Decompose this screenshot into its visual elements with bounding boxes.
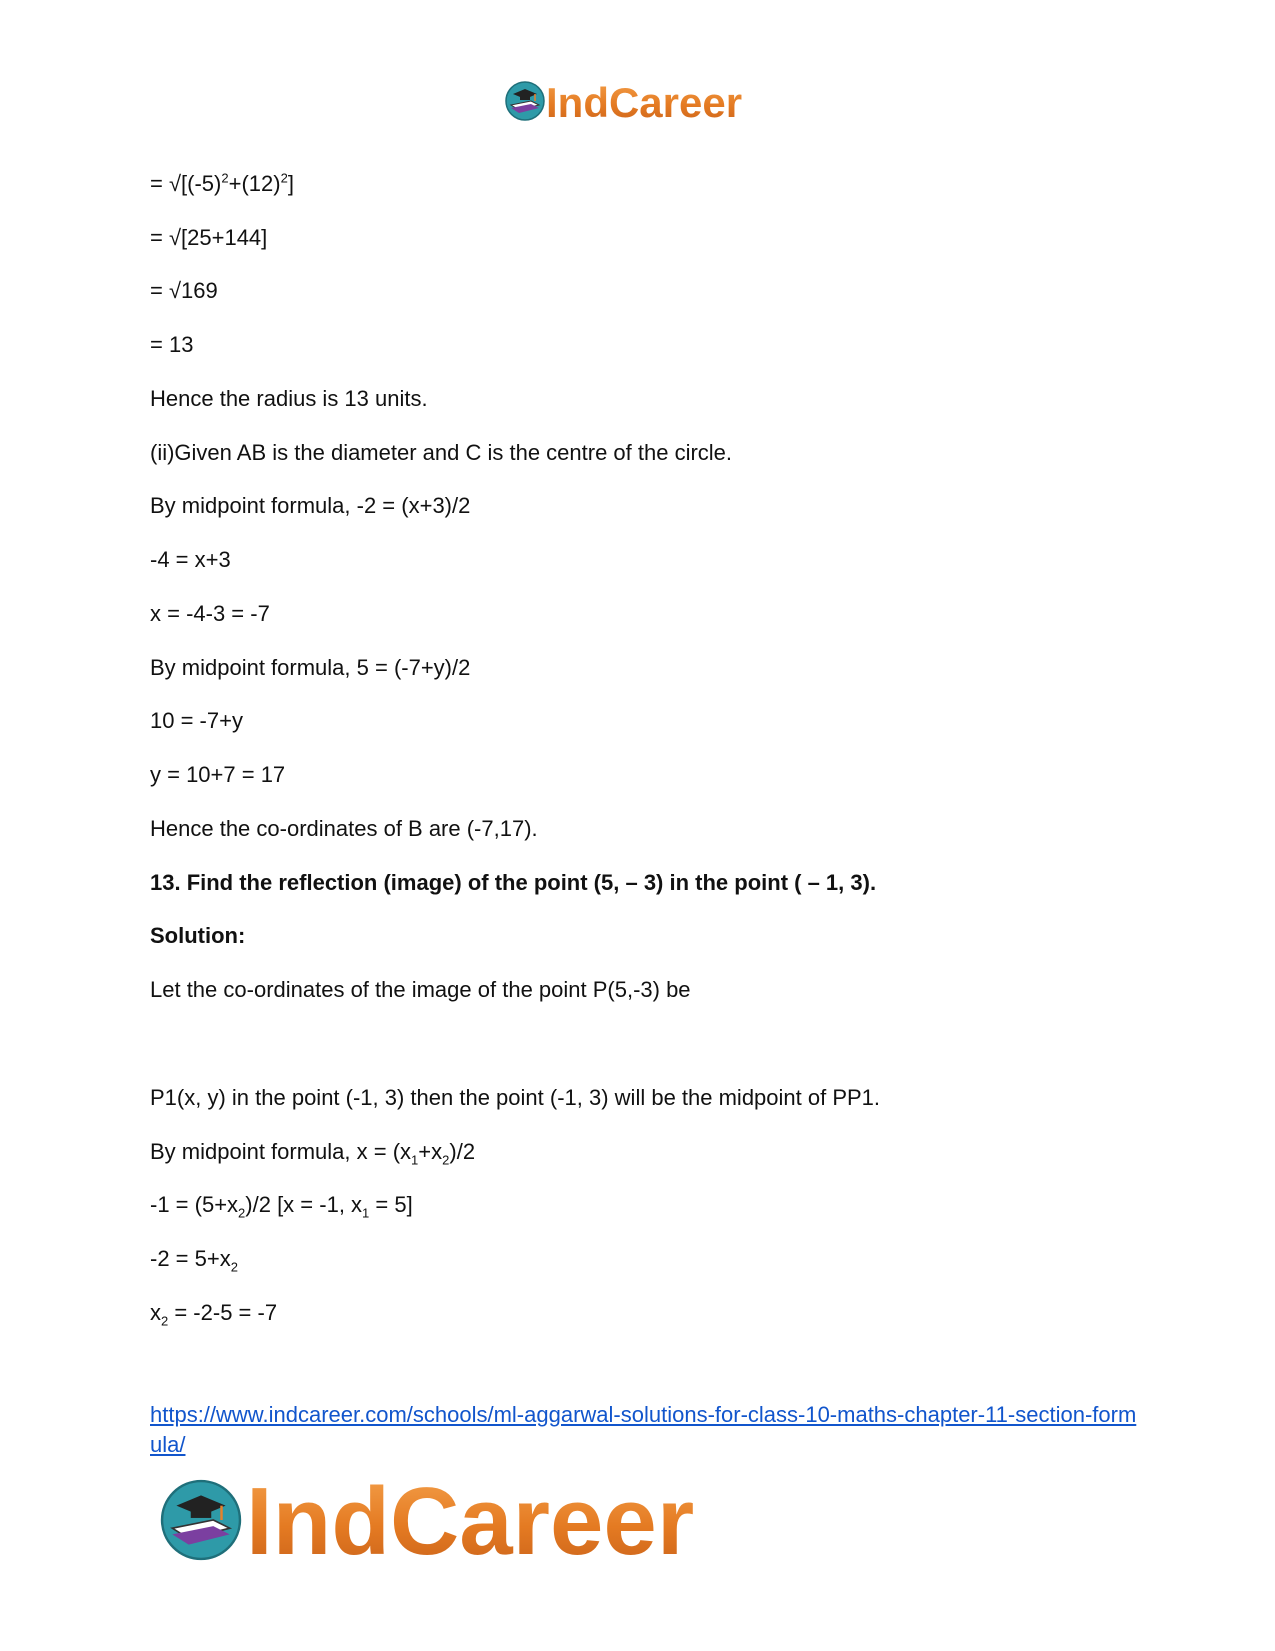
text-line — [150, 1245, 238, 1273]
text-line: -4 = x+3 — [150, 547, 231, 572]
text-line: Hence the radius is 13 units. — [150, 386, 428, 411]
footer-logo-text: IndCareer — [246, 1468, 695, 1575]
text-line: = √169 — [150, 278, 218, 303]
text-line: = 13 — [150, 332, 194, 357]
text-line: P1(x, y) in the point (-1, 3) then the point (-1, 3) will be the midpoint of PP1. — [150, 1085, 881, 1110]
header-logo-text: IndCareer — [546, 79, 743, 126]
question-heading: 13. Find the reflection (image) of the point (5, – 3) in the point ( – 1, 3). — [150, 870, 877, 895]
text-line: (ii)Given AB is the diameter and C is the centre of the circle. — [150, 440, 733, 465]
superscript: 2 — [280, 170, 288, 186]
text-fragment: -2 = 5+x — [150, 1246, 231, 1271]
subscript: 1 — [362, 1205, 370, 1221]
text-fragment: +(12) — [228, 171, 281, 196]
superscript: 2 — [221, 170, 229, 186]
text-fragment: x — [150, 1300, 161, 1325]
solution-label: Solution: — [150, 923, 246, 948]
text-line — [150, 170, 294, 198]
subscript: 2 — [238, 1205, 246, 1221]
text-line — [150, 1138, 475, 1166]
text-line: y = 10+7 = 17 — [150, 762, 286, 787]
text-fragment: By midpoint formula, x = (x — [150, 1139, 412, 1164]
text-line: Hence the co-ordinates of B are (-7,17). — [150, 816, 538, 841]
footer-logo — [160, 1470, 694, 1574]
graduation-book-icon — [160, 1479, 242, 1566]
text-line: x = -4-3 = -7 — [150, 601, 270, 626]
text-line: Let the co-ordinates of the image of the point P(5,-3) be — [150, 977, 691, 1002]
text-fragment: = -2-5 = -7 — [168, 1300, 278, 1325]
text-fragment: = √[(-5) — [150, 171, 222, 196]
subscript: 2 — [442, 1152, 450, 1168]
subscript: 2 — [161, 1313, 169, 1329]
text-fragment: +x — [418, 1139, 443, 1164]
header-logo — [505, 78, 742, 128]
text-line: 10 = -7+y — [150, 708, 243, 733]
text-line: By midpoint formula, -2 = (x+3)/2 — [150, 493, 471, 518]
graduation-book-icon — [505, 81, 545, 126]
text-line: By midpoint formula, 5 = (-7+y)/2 — [150, 655, 471, 680]
source-link[interactable]: https://www.indcareer.com/schools/ml-aggarwal-solutions-for-class-10-maths-chapter-11-section-formula/ — [150, 1402, 1137, 1457]
text-line — [150, 1191, 413, 1219]
subscript: 2 — [230, 1259, 238, 1275]
text-fragment: )/2 [x = -1, x — [245, 1192, 363, 1217]
text-fragment: = 5] — [369, 1192, 413, 1217]
text-fragment: ] — [287, 171, 294, 196]
text-line — [150, 1299, 277, 1327]
text-line: = √[25+144] — [150, 225, 268, 250]
subscript: 1 — [411, 1152, 419, 1168]
text-fragment: )/2 — [449, 1139, 476, 1164]
text-fragment: -1 = (5+x — [150, 1192, 239, 1217]
